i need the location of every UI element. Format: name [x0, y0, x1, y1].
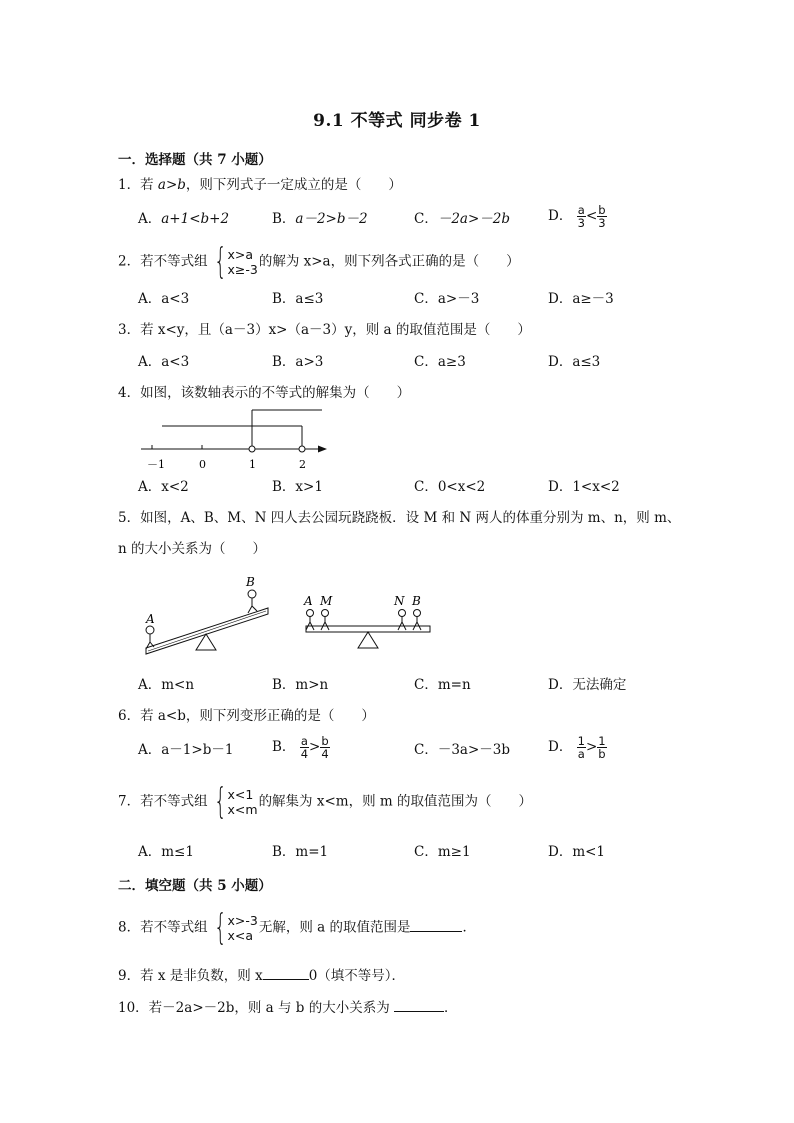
tick-label: 1 — [249, 458, 256, 471]
question-8-suffix: 无解，则 a 的取值范围是 — [258, 919, 411, 936]
question-10-prefix: 10．若－2a>－2b，则 a 与 b 的大小关系为 — [118, 1000, 395, 1016]
q1-option-c[interactable] — [414, 208, 510, 230]
inequality-system — [209, 781, 258, 822]
q6-option-c[interactable]: C．－3a>－3b — [414, 742, 511, 758]
question-6-options — [138, 734, 778, 761]
q7-option-b[interactable]: B．m=1 — [272, 844, 329, 860]
q5-option-b[interactable]: B．m>n — [272, 677, 329, 693]
page-title: 9.1 不等式 同步卷 1 — [313, 111, 481, 131]
inequality-system — [209, 241, 258, 282]
fraction — [597, 735, 606, 760]
answer-blank[interactable] — [394, 999, 444, 1012]
tick-label: －1 — [147, 458, 165, 471]
person-leg — [252, 606, 257, 611]
question-4: 4．如图，该数轴表示的不等式的解集为（ ） — [118, 385, 411, 401]
question-2 — [118, 241, 520, 282]
person-label-n: N — [394, 594, 405, 608]
person-label-m: M — [320, 594, 333, 608]
open-circle-icon — [299, 446, 305, 452]
person-icon — [322, 610, 329, 617]
question-3: 3．若 x<y，且（a－3）x>（a－3）y，则 a 的取值范围是（ ） — [118, 322, 531, 338]
question-5-options — [138, 674, 778, 696]
denominator: 3 — [577, 216, 585, 230]
q7-option-d[interactable]: D．m<1 — [548, 844, 606, 860]
question-1-prefix: 1．若 — [118, 177, 158, 193]
option-letter: A． — [138, 211, 162, 227]
option-text: a+1<b+2 — [161, 211, 230, 227]
question-9 — [118, 966, 405, 986]
question-4-options — [138, 476, 778, 498]
question-7 — [118, 781, 532, 822]
q3-option-d[interactable]: D．a≤3 — [548, 354, 601, 370]
left-brace-icon: { — [213, 241, 227, 282]
left-brace-icon: { — [213, 781, 227, 822]
question-5-line-2: n 的大小关系为（ ） — [118, 541, 266, 557]
option-text: a－2>b－2 — [295, 211, 368, 227]
question-1 — [118, 175, 402, 195]
person-icon — [414, 610, 421, 617]
person-icon — [248, 590, 256, 598]
numerator: 1 — [577, 734, 585, 748]
numerator: b — [598, 203, 606, 217]
numerator: a — [300, 734, 308, 748]
tick-label: 0 — [199, 458, 206, 471]
system-row-2: x≥-3 — [227, 262, 258, 277]
section-choice-heading: 一．选择题（共 7 小题） — [118, 152, 272, 168]
person-icon — [399, 610, 406, 617]
denominator: 4 — [321, 747, 329, 761]
person-icon — [307, 610, 314, 617]
q3-option-c[interactable]: C．a≥3 — [414, 354, 466, 370]
open-circle-icon — [249, 446, 255, 452]
axis-arrow-icon — [318, 446, 327, 453]
fraction — [597, 204, 606, 229]
question-8-prefix: 8．若不等式组 — [118, 919, 208, 936]
option-letter: D． — [548, 739, 573, 755]
q4-option-d[interactable]: D．1<x<2 — [548, 479, 620, 495]
question-6: 6．若 a<b，则下列变形正确的是（ ） — [118, 708, 375, 724]
question-1-operator: > — [165, 177, 178, 193]
question-1-options — [138, 203, 778, 230]
fulcrum-icon — [358, 632, 378, 648]
question-8 — [118, 907, 476, 948]
option-letter: B． — [272, 739, 296, 755]
option-letter: B． — [272, 211, 296, 227]
operator: > — [585, 739, 598, 755]
section-fill-heading: 二．填空题（共 5 小题） — [118, 878, 272, 894]
q6-option-b[interactable] — [272, 735, 330, 760]
option-text: －2a>－2b — [437, 211, 511, 227]
question-1-var-a: a — [157, 177, 166, 193]
fraction — [577, 204, 586, 229]
q2-option-b[interactable]: B．a≤3 — [272, 291, 324, 307]
q7-option-c[interactable]: C．m≥1 — [414, 844, 471, 860]
question-10-end: ． — [444, 1000, 458, 1016]
q2-option-a[interactable]: A．a<3 — [138, 291, 190, 307]
seesaw-level — [303, 594, 430, 648]
q1-option-a[interactable] — [138, 208, 229, 230]
q5-option-c[interactable]: C．m=n — [414, 677, 471, 693]
denominator: 3 — [598, 216, 606, 230]
numerator: b — [321, 734, 329, 748]
q5-option-d[interactable]: D．无法确定 — [548, 677, 627, 693]
person-label-a: A — [146, 612, 155, 626]
question-1-var-b: b — [177, 177, 186, 193]
question-2-options — [138, 288, 778, 310]
option-letter: C． — [414, 211, 438, 227]
q7-option-a[interactable]: A．m≤1 — [138, 844, 194, 860]
answer-blank[interactable] — [263, 967, 309, 980]
answer-blank[interactable] — [410, 919, 462, 932]
left-brace-icon: { — [213, 907, 227, 948]
inequality-system — [209, 907, 258, 948]
person-label-a: A — [304, 594, 313, 608]
system-row-2: x<m — [227, 802, 258, 817]
seesaw-figure — [138, 570, 438, 665]
fraction — [320, 735, 329, 760]
person-label-b: B — [246, 575, 255, 589]
system-row-1: x<1 — [227, 787, 254, 802]
fraction — [577, 735, 586, 760]
question-7-options — [138, 841, 778, 863]
seesaw-tilted — [145, 575, 268, 654]
option-letter: D． — [548, 208, 573, 224]
numerator: a — [577, 203, 585, 217]
question-2-suffix: 的解为 x>a，则下列各式正确的是（ ） — [258, 253, 520, 270]
number-line-figure — [135, 402, 335, 474]
person-icon — [146, 626, 154, 634]
q4-option-b[interactable]: B．x>1 — [272, 479, 323, 495]
q1-option-b[interactable] — [272, 208, 368, 230]
system-row-1: x>a — [227, 247, 254, 262]
q1-option-d[interactable] — [548, 204, 607, 229]
q2-option-d[interactable]: D．a≥－3 — [548, 291, 614, 307]
q2-option-c[interactable]: C．a>－3 — [414, 291, 480, 307]
question-7-prefix: 7．若不等式组 — [118, 793, 208, 810]
question-9-suffix: 0（填不等号）． — [308, 968, 406, 984]
tick-label: 2 — [299, 458, 306, 471]
q3-option-a[interactable]: A．a<3 — [138, 354, 190, 370]
question-3-options — [138, 351, 778, 373]
question-2-prefix: 2．若不等式组 — [118, 253, 208, 270]
denominator: 4 — [300, 747, 309, 761]
q4-option-c[interactable]: C．0<x<2 — [414, 479, 486, 495]
operator: < — [585, 208, 598, 224]
operator: > — [309, 739, 321, 755]
fraction — [300, 735, 309, 760]
numerator: 1 — [598, 734, 606, 748]
question-1-suffix: ，则下列式子一定成立的是（ ） — [185, 177, 402, 193]
person-label-b: B — [412, 594, 421, 608]
question-5-line-1: 5．如图，A、B、M、N 四人去公园玩跷跷板．设 M 和 N 两人的体重分别为 m、n，则 m、 — [118, 510, 681, 526]
q6-option-a[interactable]: A．a－1>b－1 — [138, 742, 234, 758]
q6-option-d[interactable] — [548, 735, 607, 760]
question-9-prefix: 9．若 x 是非负数，则 x — [118, 968, 263, 984]
q3-option-b[interactable]: B．a>3 — [272, 354, 324, 370]
system-row-1: x>-3 — [227, 913, 258, 928]
question-10 — [118, 998, 458, 1018]
person-leg — [248, 606, 252, 613]
denominator: b — [598, 747, 606, 761]
question-7-suffix: 的解集为 x<m，则 m 的取值范围为（ ） — [258, 793, 532, 810]
system-row-2: x<a — [227, 928, 254, 943]
denominator: a — [577, 747, 585, 761]
question-8-end: ． — [462, 919, 476, 936]
q5-option-a[interactable]: A．m<n — [138, 677, 195, 693]
q4-option-a[interactable]: A．x<2 — [138, 479, 189, 495]
